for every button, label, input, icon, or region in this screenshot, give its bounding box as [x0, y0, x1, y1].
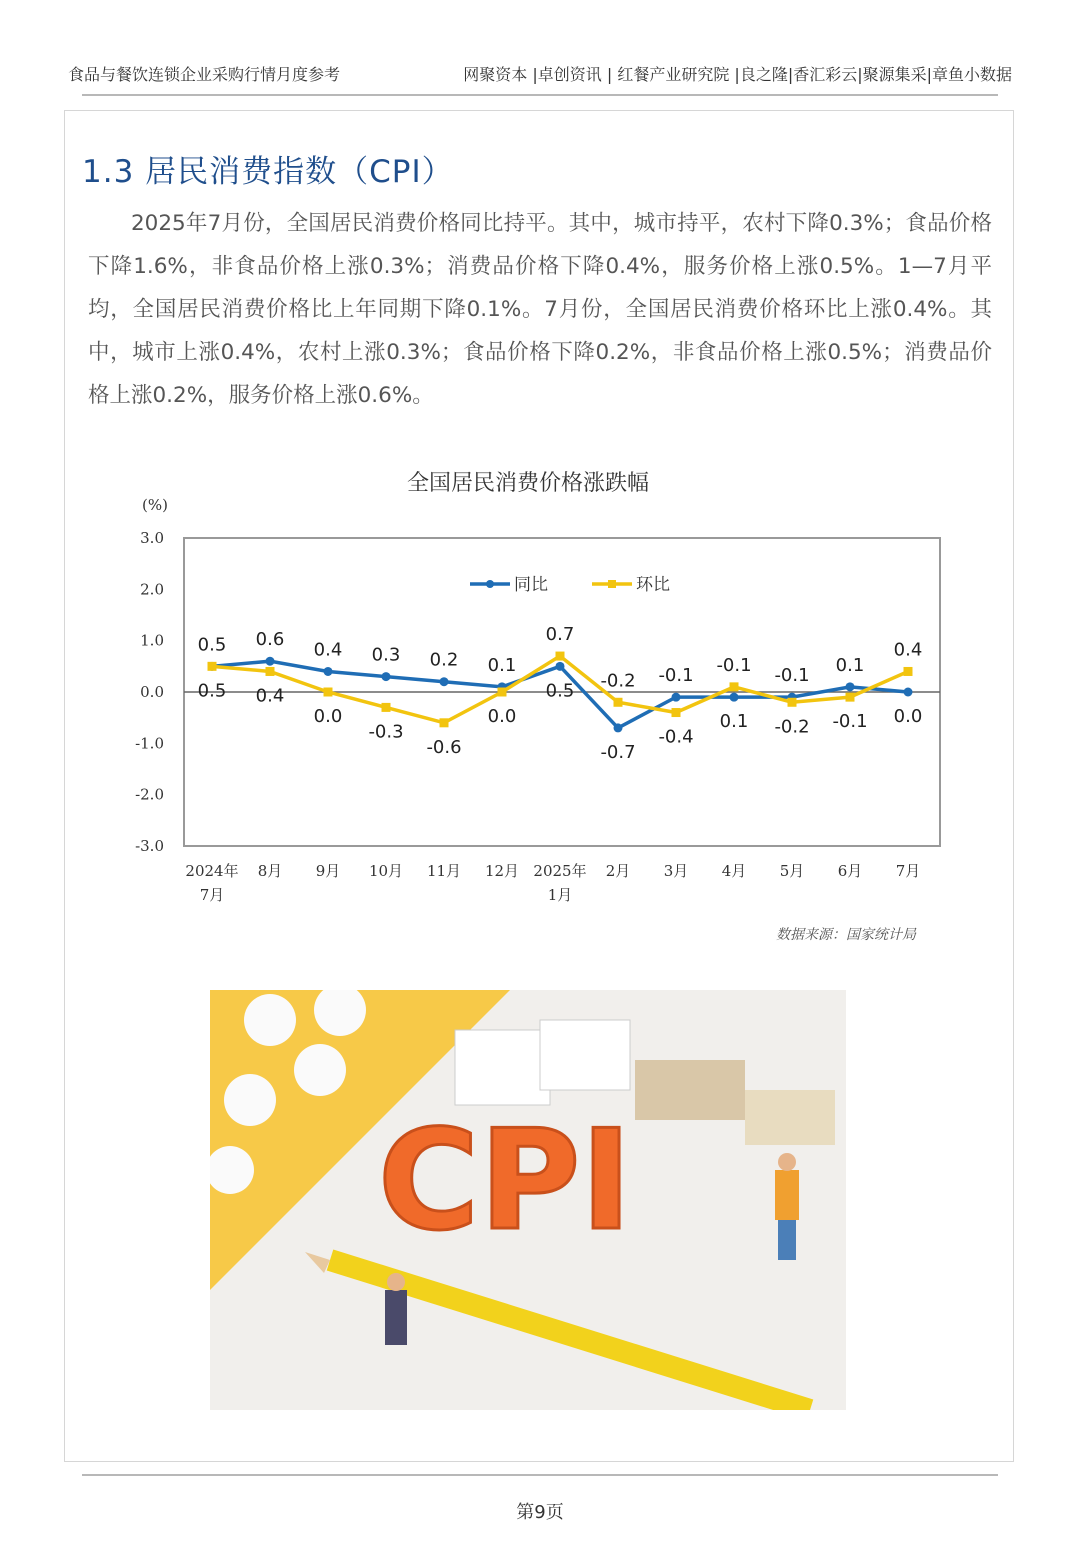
- data-label-yoy: 0.1: [719, 711, 749, 733]
- legend-label: 同比: [514, 575, 548, 595]
- cpi-line-chart: [120, 460, 970, 920]
- data-point-mom: [498, 688, 507, 697]
- page-header: [68, 62, 1012, 86]
- section-paragraph: 2025年7月份，全国居民消费价格同比持平。其中，城市持平，农村下降0.3%；食品价格下降1.6%，非食品价格上涨0.3%；消费品价格下降0.4%，服务价格上涨0.5%。1—7月平均，全国居民消费价格比上年同期下降0.1%。7月份，全国居民消费价格环比上涨0.4%。其中，城市上涨0.4%，农村上涨0.3%；食品价格下降0.2%，非食品价格上涨0.5%；消费品价格上涨0.2%，服务价格上涨0.6%。: [88, 211, 992, 408]
- header-divider: [82, 94, 998, 96]
- data-label-mom: -0.3: [368, 721, 404, 743]
- y-tick-label: 1.0: [140, 631, 164, 650]
- x-tick-label: 1月: [547, 886, 573, 904]
- data-point-yoy: [266, 657, 275, 666]
- footer-divider: [82, 1474, 998, 1476]
- x-tick-label: 4月: [721, 862, 747, 880]
- legend-marker: [608, 580, 616, 588]
- x-tick-label: 2024年: [185, 862, 239, 880]
- data-label-yoy: 0.3: [371, 644, 401, 666]
- svg-text:CPI: CPI: [378, 1100, 632, 1261]
- x-tick-label: 7月: [199, 886, 225, 904]
- x-tick-label: 10月: [368, 862, 404, 880]
- data-label-mom: 0.4: [893, 639, 923, 661]
- data-label-mom: -0.2: [774, 716, 810, 738]
- data-point-mom: [556, 652, 565, 661]
- data-label-mom: 0.7: [545, 624, 575, 646]
- data-label-yoy: 0.5: [545, 680, 575, 702]
- data-point-mom: [672, 708, 681, 717]
- data-point-mom: [440, 718, 449, 727]
- x-tick-label: 7月: [895, 862, 921, 880]
- data-label-yoy: -0.7: [600, 741, 636, 763]
- data-label-yoy: -0.1: [658, 665, 694, 687]
- cpi-photo: [210, 990, 846, 1410]
- page-number: 第9页: [516, 1502, 564, 1523]
- x-tick-label: 3月: [663, 862, 689, 880]
- data-label-mom: -0.1: [716, 654, 752, 676]
- data-point-mom: [208, 662, 217, 671]
- data-point-yoy: [382, 672, 391, 681]
- data-point-yoy: [440, 677, 449, 686]
- x-tick-label: 5月: [779, 862, 805, 880]
- legend-label: 环比: [636, 575, 670, 595]
- data-label-mom: 0.0: [313, 706, 343, 727]
- legend-marker: [486, 580, 494, 588]
- data-point-mom: [614, 698, 623, 707]
- data-point-mom: [324, 688, 333, 697]
- data-point-yoy: [846, 682, 855, 691]
- data-label-yoy: 0.5: [197, 634, 227, 656]
- y-tick-label: 0.0: [140, 683, 164, 701]
- data-point-yoy: [556, 662, 565, 671]
- y-axis-unit: (%): [142, 496, 168, 514]
- data-source-note: 数据来源：国家统计局: [776, 927, 916, 943]
- x-tick-label: 2025年: [533, 862, 587, 880]
- data-label-yoy: 0.1: [835, 654, 865, 676]
- data-label-mom: 0.0: [487, 706, 517, 727]
- y-tick-label: -3.0: [135, 837, 164, 855]
- header-right-sources: 网聚资本 |卓创资讯 | 红餐产业研究院 |良之隆|香汇彩云|聚源集采|章鱼小数据: [463, 65, 1012, 84]
- data-label-mom: 0.4: [255, 685, 285, 707]
- data-label-yoy: 0.6: [255, 629, 285, 651]
- x-tick-label: 2月: [605, 862, 631, 880]
- section-title: 1.3 居民消费指数（CPI）: [82, 154, 454, 190]
- x-tick-label: 12月: [484, 862, 520, 880]
- x-tick-label: 6月: [837, 862, 863, 880]
- data-point-mom: [904, 667, 913, 676]
- data-label-mom: -0.2: [600, 670, 636, 692]
- data-label-yoy: 0.4: [313, 639, 343, 661]
- header-left-title: 食品与餐饮连锁企业采购行情月度参考: [68, 65, 341, 84]
- data-point-yoy: [324, 667, 333, 676]
- y-tick-label: 3.0: [140, 529, 164, 547]
- data-point-yoy: [614, 723, 623, 732]
- x-tick-label: 11月: [426, 862, 462, 880]
- x-tick-label: 9月: [315, 862, 341, 880]
- data-label-yoy: 0.2: [429, 649, 459, 671]
- y-tick-label: 2.0: [140, 580, 164, 599]
- x-tick-label: 8月: [257, 862, 283, 880]
- data-label-mom: -0.1: [832, 711, 868, 733]
- data-point-yoy: [904, 688, 913, 697]
- chart-title: 全国居民消费价格涨跌幅: [406, 471, 650, 496]
- y-tick-label: -1.0: [135, 734, 164, 753]
- cpi-photo-lettering: [378, 1100, 632, 1261]
- data-label-yoy: 0.0: [893, 706, 923, 727]
- data-point-yoy: [730, 693, 739, 702]
- data-point-mom: [382, 703, 391, 712]
- data-point-mom: [266, 667, 275, 676]
- data-label-mom: -0.4: [658, 726, 694, 748]
- data-point-yoy: [672, 693, 681, 702]
- data-point-mom: [788, 698, 797, 707]
- data-label-yoy: 0.1: [487, 654, 517, 676]
- data-point-mom: [846, 693, 855, 702]
- data-label-mom: 0.5: [197, 680, 227, 702]
- data-point-mom: [730, 682, 739, 691]
- data-label-mom: -0.6: [426, 736, 462, 758]
- y-tick-label: -2.0: [135, 785, 164, 804]
- data-label-yoy: -0.1: [774, 665, 810, 687]
